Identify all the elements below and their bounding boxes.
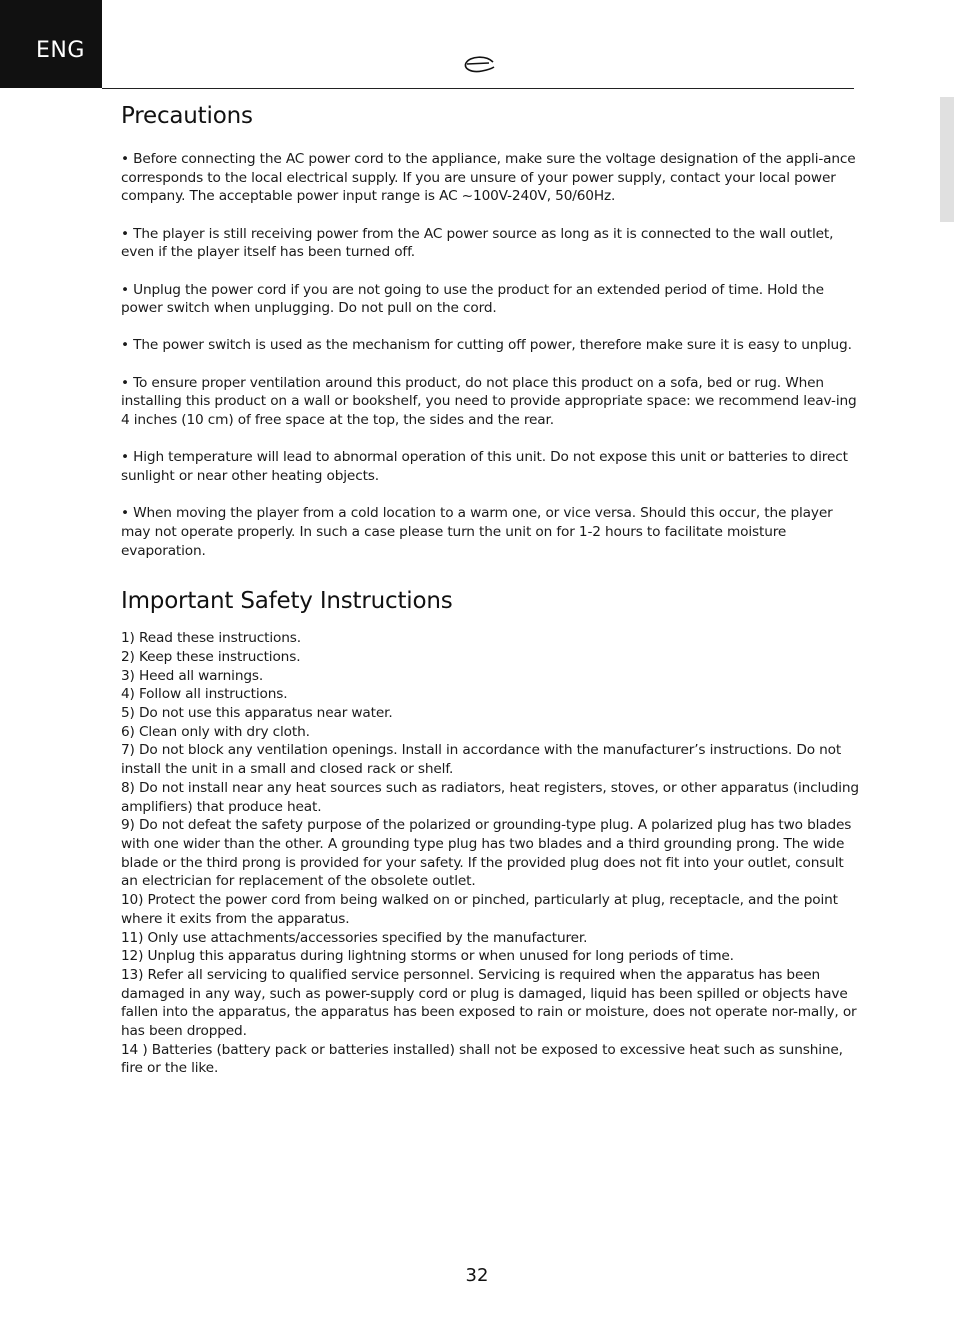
page-number: 32 — [465, 1265, 489, 1286]
safety-title: Important Safety Instructions — [121, 588, 453, 615]
language-tab — [0, 0, 102, 88]
safety-list — [121, 629, 861, 1078]
safety-item: 4) Follow all instructions. — [121, 686, 288, 703]
precautions-list — [121, 150, 861, 560]
safety-item: 13) Refer all servicing to qualified service personnel. Servicing is required when the apparatus has been damaged in any way, such as power-supply cord or plug is damaged, liquid has been spilled or objects have fallen into the apparatus, the apparatus has been exposed to rain or moisture, does not operate nor-mally, or has been dropped. — [121, 966, 857, 1040]
safety-item: 10) Protect the power cord from being walked on or pinched, particularly at plug, receptacle, and the point where it exits from the apparatus. — [121, 892, 838, 927]
safety-item: 3) Heed all warnings. — [121, 667, 264, 684]
precaution-item: • To ensure proper ventilation around this product, do not place this product on a sofa, bed or rug. When installing this product on a wall or bookshelf, you need to provide appropriate space: we recommend leav-ing 4 inches (10 cm) of free space at the top, the sides and the rear. — [121, 374, 857, 429]
safety-item: 14 ) Batteries (battery pack or batteries installed) shall not be exposed to excessive heat such as sunshine, fire or the like. — [121, 1041, 843, 1077]
safety-item: 12) Unplug this apparatus during lightning storms or when unused for long periods of time. — [121, 948, 734, 965]
safety-item: 2) Keep these instructions. — [121, 648, 301, 665]
precaution-item: • The player is still receiving power from the AC power source as long as it is connected to the wall outlet, even if the player itself has been turned off. — [121, 225, 834, 261]
precaution-item: • The power switch is used as the mechanism for cutting off power, therefore make sure it is easy to unplug. — [121, 337, 852, 354]
safety-item: 7) Do not block any ventilation openings. Install in accordance with the manufacturer’s instructions. Do not install the unit in a small and closed rack or shelf. — [121, 742, 842, 778]
safety-item: 6) Clean only with dry cloth. — [121, 723, 310, 740]
page-content — [121, 100, 861, 1078]
precaution-item: • When moving the player from a cold location to a warm one, or vice versa. Should this occur, the player may not operate properly. In such a case please turn the unit on for 1-2 hours to facilitate moisture evaporation. — [121, 505, 833, 559]
precaution-item: • High temperature will lead to abnormal operation of this unit. Do not expose this unit or batteries to direct sunlight or near other heating objects. — [121, 449, 848, 484]
safety-item: 8) Do not install near any heat sources such as radiators, heat registers, stoves, or other apparatus (including amplifiers) that produce heat. — [121, 779, 859, 815]
precaution-item: • Unplug the power cord if you are not going to use the product for an extended period of time. Hold the power switch when unplugging. Do not pull on the cord. — [121, 281, 824, 317]
header-rule — [102, 88, 854, 89]
precaution-item: • Before connecting the AC power cord to the appliance, make sure the voltage designation of the appli-ance corresponds to the local electrical supply. If you are unsure of your power supply, contact your local power company. The acceptable power input range is AC ~100V-240V, 50/60Hz. — [121, 151, 856, 205]
safety-item: 9) Do not defeat the safety purpose of the polarized or grounding-type plug. A polarized plug has two blades with one wider than the other. A grounding type plug has two blades and a third grounding prong. The wide blade or the third prong is provided for your safety. If the provided plug does not fit into your outlet, consult an electrician for replacement of the obsolete outlet. — [121, 817, 852, 890]
safety-item: 5) Do not use this apparatus near water. — [121, 705, 393, 722]
side-tab — [940, 97, 954, 222]
e-swoosh-logo-icon — [462, 52, 496, 76]
language-label: ENG — [36, 38, 85, 63]
safety-item: 11) Only use attachments/accessories specified by the manufacturer. — [121, 929, 588, 946]
precautions-title: Precautions — [121, 103, 253, 129]
safety-item: 1) Read these instructions. — [121, 630, 301, 647]
